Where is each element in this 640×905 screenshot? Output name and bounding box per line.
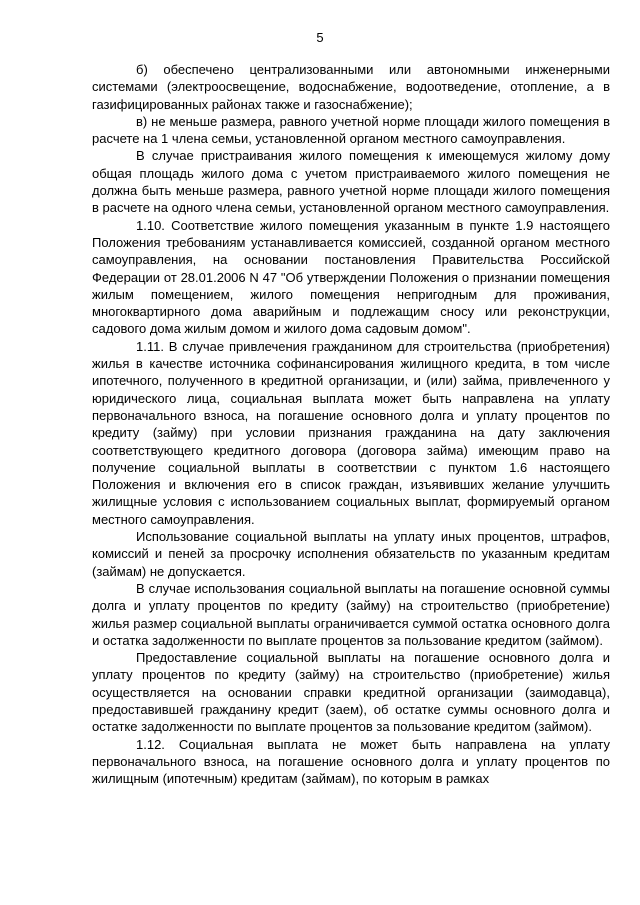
paragraph-1-11: 1.11. В случае привлечения гражданином для строительства (приобретения) жилья в качестве источника софинансирования жилищного кредита, в том числе ипотечного, полученного в кредитной организации, и (или) займа, привлеченного у юридического лица, социальная выплата может быть направлена на уплату первоначального взноса, на погашение основного долга и уплату процентов по кредиту (займу) при условии признания гражданина на дату заключения соответствующего кредитного договора (договора займа) имеющим право на получение социальной выплаты в соответствии с пунктом 1.6 настоящего Положения и включения его в список граждан, изъявивших желание улучшить жилищные условия с использованием социальных выплат, формируемый органом местного самоуправления.	[92, 338, 610, 527]
paragraph-other-interest-prohibited: Использование социальной выплаты на уплату иных процентов, штрафов, комиссий и пеней за просрочку исполнения обязательств по указанным кредитам (займам) не допускается.	[92, 529, 610, 579]
paragraph-extension-case: В случае пристраивания жилого помещения к имеющемуся жилому дому общая площадь жилого дома с учетом пристраиваемого жилого помещения не должна быть меньше размера, равного учетной норме площади жилого помещения в расчете на одного члена семьи, установленной органом местного самоуправления.	[92, 148, 610, 216]
page-number: 5	[316, 30, 324, 45]
paragraph-1-10: 1.10. Соответствие жилого помещения указанным в пункте 1.9 настоящего Положения требованиям устанавливается комиссией, созданной органом местного самоуправления, на основании постановления Правительства Российской Федерации от 28.01.2006 N 47 "Об утверждении Положения о признании помещения жилым помещением, жилого помещения непригодным для проживания, многоквартирного дома аварийным и подлежащим сносу или реконструкции, садового дома жилым домом и жилого дома садовым домом".	[92, 217, 610, 337]
paragraph-v-area-norm: в) не меньше размера, равного учетной норме площади жилого помещения в расчете на 1 члена семьи, установленной органом местного самоуправления.	[92, 113, 610, 147]
paragraph-1-12: 1.12. Социальная выплата не может быть направлена на уплату первоначального взноса, на погашение основного долга и уплату процентов по жилищным (ипотечным) кредитам (займам), по которым в рамках	[92, 736, 610, 787]
paragraph-b-engineering-systems: б) обеспечено централизованными или автономными инженерными системами (электроосвещение, водоснабжение, водоотведение, отопление, а в газифицированных районах также и газоснабжение);	[92, 62, 610, 112]
document-body	[92, 61, 610, 787]
paragraph-bank-certificate: Предоставление социальной выплаты на погашение основного долга и уплату процентов по кредиту (займу) на строительство (приобретение) жилья осуществляется на основании справки кредитной организации (заимодавца), предоставившей гражданину кредит (заем), об остатке суммы основного долга и остатке задолженности по выплате процентов за пользование кредитом (займом).	[92, 650, 610, 735]
paragraph-payment-limit: В случае использования социальной выплаты на погашение основной суммы долга и уплату процентов по кредиту (займу) на строительство (приобретение) жилья размер социальной выплаты ограничивается суммой остатка основного долга и остатка задолженности по выплате процентов за пользование кредитом (займом).	[92, 580, 610, 648]
